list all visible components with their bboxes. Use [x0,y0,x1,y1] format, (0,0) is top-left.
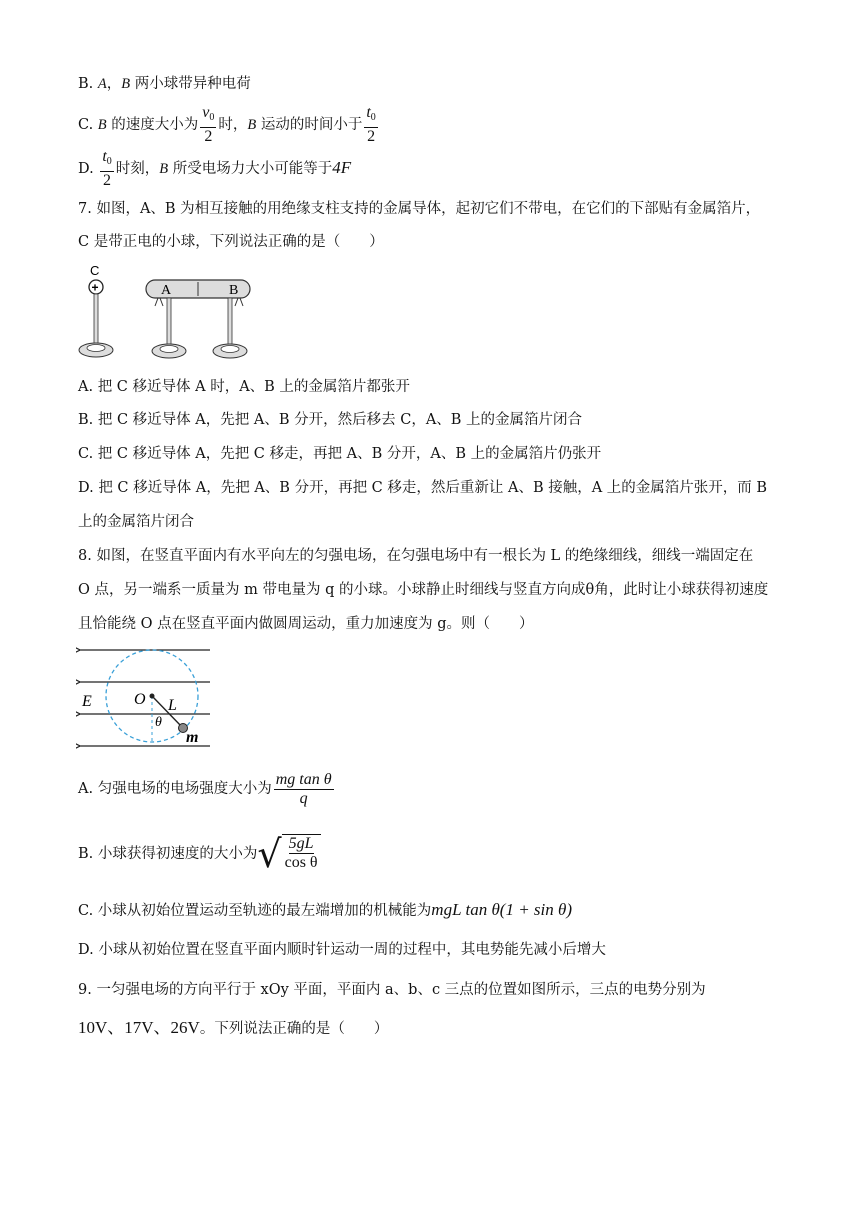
potential-values: 10V、17V、26V [78,1018,200,1037]
frac-num: t [366,104,371,121]
q6-option-b [78,74,251,94]
q9-stem-line1: 9. 一匀强电场的方向平行于 xOy 平面，平面内 a、b、c 三点的位置如图所示，三点的电势分别为 [78,982,706,998]
frac-den: 2 [367,128,376,145]
q8-figure [76,640,216,752]
plus-sign: + [91,280,99,295]
q9-stem-line2 [78,1018,388,1039]
option-text: A. 匀强电场的电场强度大小为 [78,781,272,797]
label-e: E [82,693,92,710]
q8-stem-line2: O 点，另一端系一质量为 m 带电量为 q 的小球。小球静止时细线与竖直方向成θ角，此时让小球获得初速度 [78,582,769,598]
sqrt-sign: √ [257,832,282,876]
separator: ， [106,76,122,92]
option-prefix: D. [78,161,99,177]
fraction-mg-tan-theta-over-q [274,771,334,808]
option-text: 两小球带异种电荷 [130,76,251,92]
stand-c [94,294,98,346]
option-text: 运动的时间小于 [256,117,363,133]
frac-den: 2 [103,172,112,189]
frac-sub: 0 [106,156,112,167]
q7-stem-line1: 7. 如图，A、B 为相互接触的用绝缘支柱支持的金属导体，起初它们不带电，在它们的下部贴有金属箔片， [78,201,761,217]
frac-num: t [102,148,107,165]
q7-option-c: C. 把 C 移近导体 A，先把 C 移走，再把 A、B 分开，A、B 上的金属箔片仍张开 [78,446,602,462]
value-4f: 4F [332,158,352,177]
option-prefix: C. [78,117,98,133]
label-o: O [134,691,146,708]
q8-option-d: D. 小球从初始位置在竖直平面内顺时针运动一周的过程中，其电势能先减小后增大 [78,942,606,958]
fraction-v0-over-2 [200,104,216,146]
q6-option-d [78,148,351,190]
q7-option-d-line1: D. 把 C 移近导体 A，先把 A、B 分开，再把 C 移走，然后重新让 A、B 接触，A 上的金属箔片张开，而 B [78,480,768,496]
sqrt-expression [257,834,320,874]
frac-den: q [299,789,308,807]
option-prefix: B. [78,76,98,92]
stand-b [228,298,232,346]
var-b: B [247,117,257,133]
q7-stem-line2: C 是带正电的小球，下列说法正确的是（ ） [78,234,384,250]
option-text: B. 小球获得初速度的大小为 [78,846,258,862]
label-a: A [161,283,172,298]
option-text: C. 小球从初始位置运动至轨迹的最左端增加的机械能为 [78,903,432,919]
fraction-t0-over-2 [100,148,113,190]
var-b: B [121,76,131,92]
q8-option-b [78,832,321,876]
frac-den: 2 [204,128,213,145]
frac-den: cos θ [284,854,318,871]
q6-option-c [78,104,380,146]
option-text: 时， [218,117,248,133]
foil-b [235,298,243,306]
label-b: B [229,283,239,298]
q8-option-c [78,900,572,921]
label-m: m [186,729,199,746]
frac-num: 5gL [288,835,314,852]
fraction-t0-over-2 [364,104,377,146]
q7-option-b: B. 把 C 移近导体 A，先把 A、B 分开，然后移去 C，A、B 上的金属箔片闭合 [78,412,583,428]
q7-option-d-line2: 上的金属箔片闭合 [78,514,194,530]
var-a: A [97,76,107,92]
label-c: C [90,263,100,278]
label-l: L [168,697,177,714]
label-theta: θ [155,715,162,730]
frac-sub: 0 [209,112,215,123]
frac-num: v [202,104,210,121]
q8-stem-line3: 且恰能绕 O 点在竖直平面内做圆周运动，重力加速度为 g。则（ ） [78,616,534,632]
option-text: 所受电场力大小可能等于 [168,161,333,177]
stem-text: 。下列说法正确的是（ ） [199,1021,389,1037]
math-expression: mgL tan θ(1 + sin θ) [431,900,573,919]
frac-num: mg tan θ [275,770,332,788]
frac-sub: 0 [370,112,376,123]
q7-option-a: A. 把 C 移近导体 A 时，A、B 上的金属箔片都张开 [78,379,410,395]
q8-stem-line1: 8. 如图，在竖直平面内有水平向左的匀强电场，在匀强电场中有一根长为 L 的绝缘细线，细线一端固定在 [78,548,754,564]
var-b: B [159,161,169,177]
foil-a [155,298,163,306]
option-text: 时刻， [115,161,160,177]
q7-figure [74,262,264,362]
q8-option-a [78,768,336,810]
pivot-o [150,694,155,699]
stand-a [167,298,171,346]
var-b: B [97,117,107,133]
option-text: 的速度大小为 [106,117,199,133]
